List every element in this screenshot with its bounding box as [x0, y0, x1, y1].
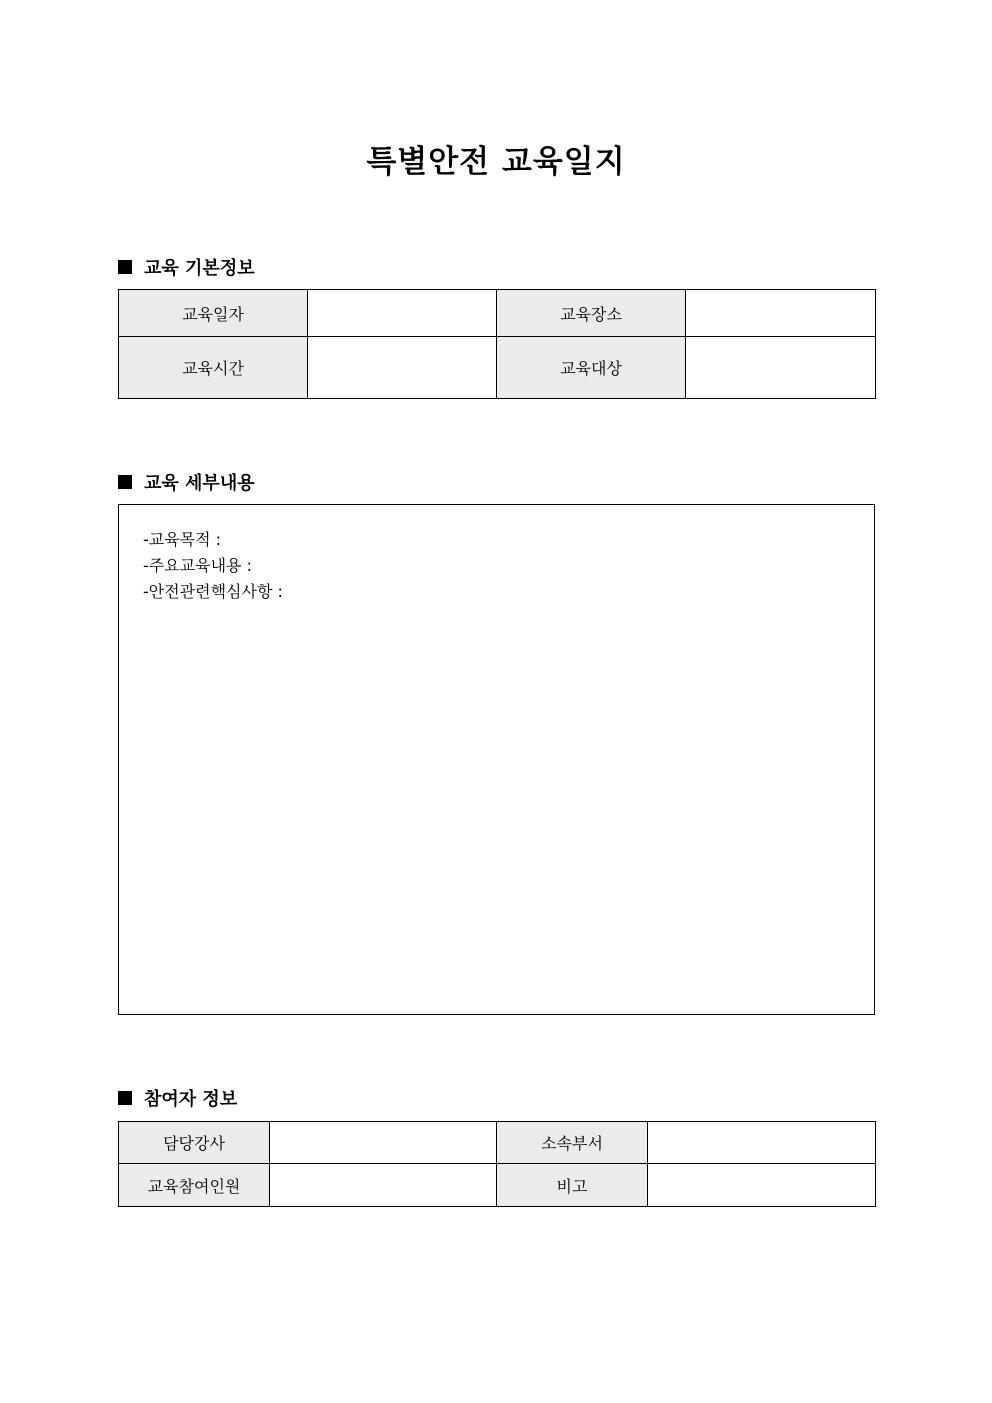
label-cell: 담당강사 — [119, 1122, 270, 1164]
section-heading-label: 교육 기본정보 — [144, 258, 255, 279]
section-heading-label: 참여자 정보 — [144, 1089, 238, 1110]
label-cell: 교육일자 — [119, 290, 308, 337]
basic-info-table — [118, 289, 876, 399]
label-cell: 교육장소 — [497, 290, 686, 337]
value-cell[interactable] — [648, 1164, 876, 1207]
table-row — [119, 1122, 876, 1164]
value-cell[interactable] — [686, 290, 876, 337]
table-row — [119, 1164, 876, 1207]
table-row — [119, 290, 876, 337]
label-cell: 교육대상 — [497, 337, 686, 399]
value-cell[interactable] — [308, 337, 497, 399]
detail-line-content: -주요교육내용 : — [143, 556, 252, 575]
label-cell: 교육참여인원 — [119, 1164, 270, 1207]
detail-line-purpose: -교육목적 : — [143, 530, 222, 549]
label-cell: 비고 — [497, 1164, 648, 1207]
participants-table — [118, 1121, 876, 1207]
table-row — [119, 337, 876, 399]
value-cell[interactable] — [270, 1164, 497, 1207]
value-cell[interactable] — [270, 1122, 497, 1164]
value-cell[interactable] — [686, 337, 876, 399]
value-cell[interactable] — [308, 290, 497, 337]
square-bullet-icon — [118, 1091, 132, 1105]
page-title: 특별안전 교육일지 — [366, 144, 626, 180]
value-cell[interactable] — [648, 1122, 876, 1164]
section-heading-participants — [118, 1085, 237, 1111]
square-bullet-icon — [118, 475, 132, 489]
detail-line-safety: -안전관련핵심사항 : — [143, 582, 283, 601]
label-cell: 교육시간 — [119, 337, 308, 399]
section-heading-details — [118, 469, 255, 495]
details-box[interactable] — [118, 504, 875, 1015]
section-heading-label: 교육 세부내용 — [144, 473, 255, 494]
square-bullet-icon — [118, 260, 132, 274]
section-heading-basic — [118, 254, 255, 280]
label-cell: 소속부서 — [497, 1122, 648, 1164]
